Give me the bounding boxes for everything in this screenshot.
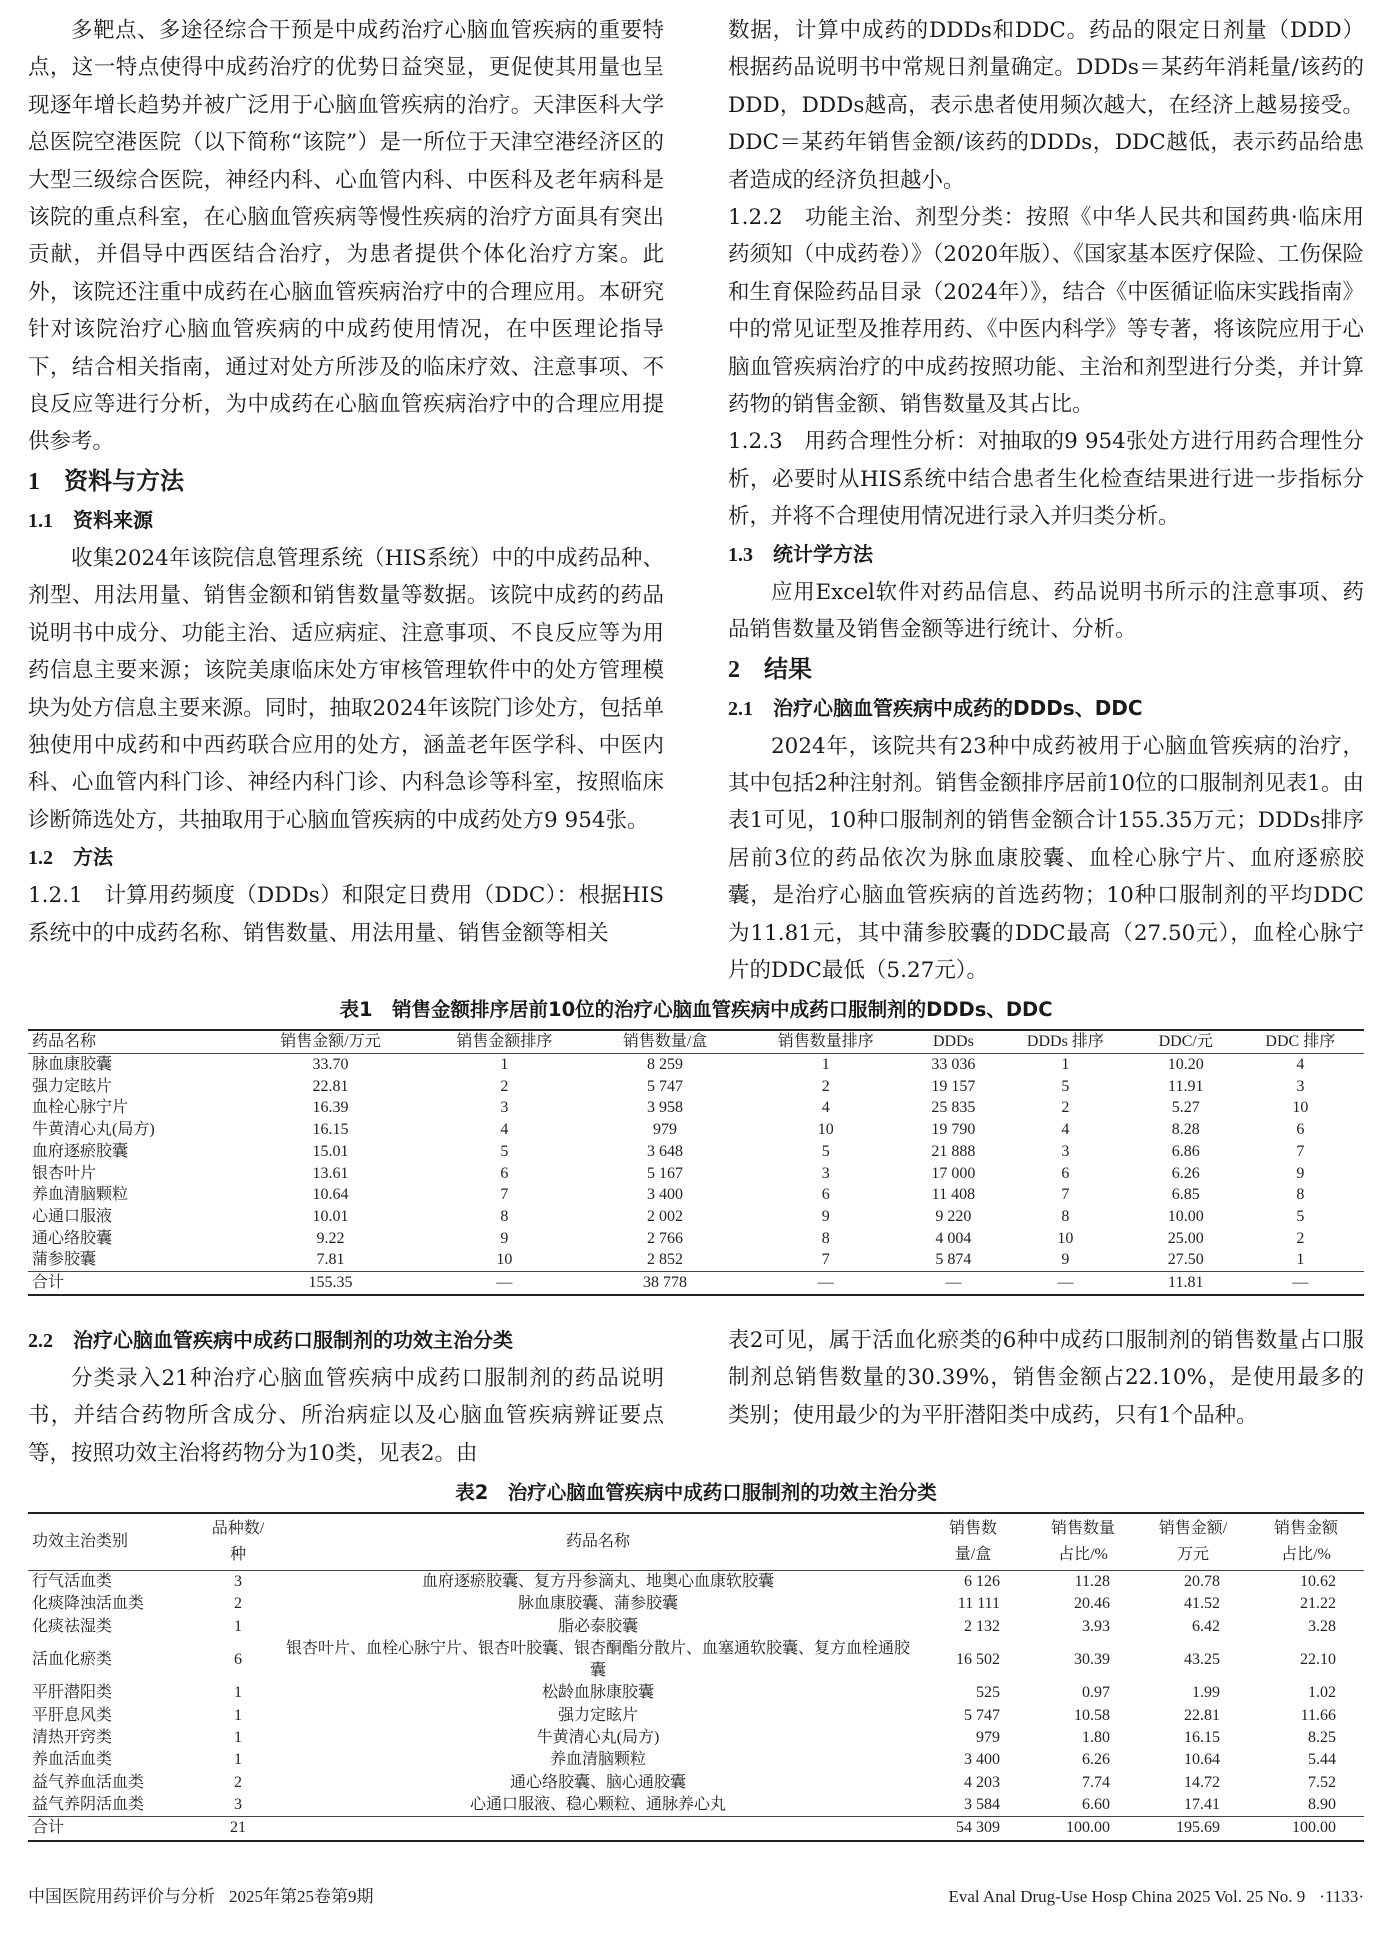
section-number: 2.1 <box>728 697 753 720</box>
table1-cell: 10 <box>496 1251 513 1269</box>
table1-cell: 10 <box>817 1121 834 1139</box>
table2-cell: 3.93 <box>1082 1617 1110 1635</box>
table2-cell: 2 132 <box>964 1617 1000 1635</box>
table1-cell: 16.39 <box>312 1099 349 1117</box>
table1-title: 销售金额排序居前10位的治疗心脑血管疾病中成药口服制剂的DDDs、DDC <box>392 998 1053 1022</box>
section-title: 治疗心脑血管疾病中成药的DDDs、DDC <box>773 695 1143 720</box>
section-1-2-2-text <box>728 199 1364 423</box>
section-number: 2.2 <box>28 1329 53 1352</box>
table1-header-row <box>28 1030 1364 1053</box>
table2-cell: 6 <box>234 1651 242 1669</box>
table2-cell: 16 502 <box>956 1651 1000 1669</box>
table-row <box>28 1616 1364 1638</box>
table1-header-cell: 销售金额/万元 <box>242 1030 419 1053</box>
table2-header-cell <box>1138 1513 1248 1571</box>
table2-header-cell <box>1028 1513 1138 1571</box>
table2-cell: 20.78 <box>1184 1573 1220 1590</box>
table1-cell: 4 <box>821 1099 830 1117</box>
table2-cell: 41.52 <box>1184 1595 1220 1613</box>
table1-cell: 养血清脑颗粒 <box>32 1186 129 1204</box>
table-row <box>28 1141 1364 1163</box>
table1-cell: 8 <box>821 1229 830 1247</box>
table2-cell: 1 <box>234 1617 242 1635</box>
table1-cell: 3 400 <box>647 1186 684 1204</box>
table1-cell: 21 888 <box>931 1142 976 1160</box>
table-row <box>28 1097 1364 1119</box>
table1-cell: 银杏叶片 <box>32 1164 97 1182</box>
table1-cell: 3 958 <box>647 1099 684 1117</box>
table1 <box>28 1029 1364 1295</box>
footer-left <box>28 1882 374 1907</box>
table2-cell: 1.02 <box>1308 1684 1336 1702</box>
table2-cell: 2 <box>234 1595 242 1613</box>
section-title: 资料来源 <box>73 507 153 532</box>
section-title: 方法 <box>73 845 113 870</box>
table1-cell: 7 <box>1296 1142 1305 1160</box>
table1-cell: 27.50 <box>1167 1251 1204 1269</box>
table2-cell: 11.28 <box>1074 1573 1110 1590</box>
table1-cell: 33 036 <box>931 1056 976 1074</box>
table1-cell: 8 <box>1296 1186 1305 1204</box>
table1-total-cell: 合计 <box>28 1272 242 1295</box>
table2-total-cell: 21 <box>198 1817 278 1841</box>
table1-cell: 2 852 <box>647 1251 684 1269</box>
table-row <box>28 1772 1364 1794</box>
table1-cell: 6 <box>1296 1121 1305 1139</box>
table2-total-cell: 合计 <box>28 1817 198 1841</box>
table2-cell: 3 <box>234 1795 242 1813</box>
table1-cell: 17 000 <box>931 1164 976 1182</box>
table-row <box>28 1682 1364 1704</box>
table2-cell: 5 747 <box>964 1706 1000 1724</box>
header-line: 销售金额/ <box>1158 1520 1228 1537</box>
section-2-2-right <box>728 1322 1364 1434</box>
table2-cell: 10.64 <box>1184 1751 1220 1769</box>
table1-cell: 10.20 <box>1167 1056 1204 1074</box>
table1-cell: 10.01 <box>312 1207 349 1225</box>
table-row <box>28 1206 1364 1228</box>
subsection-number: 1.2.3 <box>728 429 783 455</box>
table1-cell: 5.27 <box>1171 1099 1200 1117</box>
table2-cell: 3 <box>234 1573 242 1590</box>
table1-cell: 6 <box>821 1186 830 1204</box>
subsection-text: 用药合理性分析：对抽取的9 954张处方进行用药合理性分析，必要时从HIS系统中结合患者生化检查结果进行进一步指标分析，并将不合理使用情况进行录入并归类分析。 <box>728 429 1364 530</box>
table1-cell: 5 747 <box>647 1077 684 1095</box>
table2-cell: 益气养阴活血类 <box>32 1795 145 1813</box>
table1-cell: 10.64 <box>312 1186 349 1204</box>
table2-total-cell: 54 309 <box>918 1817 1028 1841</box>
section-1-2-3-text <box>728 423 1364 535</box>
table2-cell: 11 111 <box>957 1595 1000 1613</box>
table1-cell: 4 <box>1061 1121 1070 1139</box>
table2-cell: 心通口服液、稳心颗粒、通脉养心丸 <box>469 1795 726 1813</box>
section-2-2-text-left: 分类录入21种治疗心脑血管疾病中成药口服制剂的药品说明书，并结合药物所含成分、所治病症以及心脑血管疾病辨证要点等，按照功效主治将药物分为10类，见表2。由 <box>28 1365 664 1466</box>
table-row <box>28 1228 1364 1250</box>
table1-total-cell: — <box>741 1272 911 1295</box>
table2-cell: 10.62 <box>1300 1573 1336 1590</box>
table1-cell: 血栓心脉宁片 <box>32 1099 129 1117</box>
table2-cell: 强力定眩片 <box>557 1706 638 1724</box>
table1-header-cell: 销售数量排序 <box>741 1030 911 1053</box>
right-column <box>728 12 1364 989</box>
intro-paragraph: 多靶点、多途径综合干预是中成药治疗心脑血管疾病的重要特点，这一特点使得中成药治疗的优势日益突显，更促使其用量也呈现逐年增长趋势并被广泛用于心脑血管疾病的治疗。天津医科大学总医院空港医院（以下简称“该院”）是一所位于天津空港经济区的大型三级综合医院，神经内科、心血管内科、中医科及老年病科是该院的重点科室，在心脑血管疾病等慢性疾病的治疗方面具有突出贡献，并倡导中西医结合治疗，为患者提供个体化治疗方案。此外，该院还注重中成药在心脑血管疾病治疗中的合理应用。本研究针对该院治疗心脑血管疾病的中成药使用情况，在中医理论指导下，结合相关指南，通过对处方所涉及的临床疗效、注意事项、不良反应等进行分析，为中成药在心脑血管疾病治疗中的合理应用提供参考。 <box>28 18 664 455</box>
table2-cell: 平肝息风类 <box>32 1706 113 1724</box>
table2-cell: 7.52 <box>1308 1773 1336 1791</box>
table1-cell: 10 <box>1057 1229 1074 1247</box>
table1-cell: 13.61 <box>312 1164 349 1182</box>
table-row <box>28 1638 1364 1683</box>
table1-cell: 血府逐瘀胶囊 <box>32 1142 129 1160</box>
table1-cell: 5 874 <box>935 1251 972 1269</box>
section-2-1-text: 2024年，该院共有23种中成药被用于心脑血管疾病的治疗，其中包括2种注射剂。销售金额排序居前10位的口服制剂见表1。由表1可见，10种口服制剂的销售金额合计155.35万元；DDDs排序居前3位的药品依次为脉血康胶囊、血栓心脉宁片、血府逐瘀胶囊，是治疗心脑血管疾病的首选药物；10种口服制剂的平均DDC为11.81元，其中蒲参胶囊的DDC最高（27.50元），血栓心脉宁片的DDC最低（5.27元）。 <box>728 733 1364 983</box>
table2-cell: 行气活血类 <box>32 1573 113 1590</box>
table2-cell: 1 <box>234 1706 242 1724</box>
table1-total-cell: — <box>996 1272 1135 1295</box>
table2-caption <box>28 1478 1364 1508</box>
table1-cell: 22.81 <box>312 1077 349 1095</box>
table1-cell: 4 004 <box>935 1229 972 1247</box>
table2-cell: 3 584 <box>964 1795 1000 1813</box>
table2-label: 表2 <box>455 1481 489 1504</box>
table1-cell: 强力定眩片 <box>32 1077 113 1095</box>
table1-header-cell: 药品名称 <box>28 1030 242 1053</box>
table2-cell: 10.58 <box>1074 1706 1110 1724</box>
table2-cell: 30.39 <box>1074 1651 1110 1669</box>
table1-cell: 25 835 <box>931 1099 976 1117</box>
table2-cell: 8.25 <box>1308 1729 1336 1747</box>
table-row <box>28 1076 1364 1098</box>
header-line: 品种数/ <box>211 1520 265 1537</box>
table2-total-cell: 100.00 <box>1248 1817 1364 1841</box>
table1-cell: 9 220 <box>935 1207 972 1225</box>
table2-cell: 6.60 <box>1082 1795 1110 1813</box>
table1-cell: 15.01 <box>312 1142 349 1160</box>
continued-text: 数据，计算中成药的DDDs和DDC。药品的限定日剂量（DDD）根据药品说明书中常规日剂量确定。DDDs＝某药年消耗量/该药的DDD，DDDs越高，表示患者使用频次越大，在经济上越易接受。DDC＝某药年销售金额/该药的DDDs，DDC越低，表示药品给患者造成的经济负担越小。 <box>728 18 1364 193</box>
section-number: 1.1 <box>28 509 53 532</box>
footer <box>28 1882 1364 1907</box>
journal-name-cn: 中国医院用药评价与分析 <box>28 1886 215 1906</box>
table2-cell: 脉血康胶囊、蒲参胶囊 <box>517 1595 678 1613</box>
section-1-3-heading <box>728 536 1364 574</box>
table1-header-cell: DDDs <box>911 1030 996 1053</box>
section-2-2-left <box>28 1322 664 1472</box>
header-line: 功效主治类别 <box>32 1533 129 1550</box>
table2-header-cell <box>278 1513 918 1571</box>
table2-total-cell: 195.69 <box>1138 1817 1248 1841</box>
table1-cell: 9 <box>1296 1164 1305 1182</box>
table2-cell: 血府逐瘀胶囊、复方丹参滴丸、地奥心血康软胶囊 <box>421 1573 774 1590</box>
table1-cell: 9 <box>821 1207 830 1225</box>
header-line: 药品名称 <box>565 1533 630 1550</box>
table1-cell: 9.22 <box>316 1229 345 1247</box>
table1-body <box>28 1054 1364 1295</box>
table1-cell: 7 <box>821 1251 830 1269</box>
table2-cell: 7.74 <box>1082 1773 1110 1791</box>
table2-cell: 43.25 <box>1184 1651 1220 1669</box>
table1-total-cell: — <box>1237 1272 1364 1295</box>
table2-cell: 银杏叶片、血栓心脉宁片、银杏叶胶囊、银杏酮酯分散片、血塞通软胶囊、复方血栓通胶囊 <box>285 1639 910 1680</box>
table2-cell: 通心络胶囊、脑心通胶囊 <box>509 1773 686 1791</box>
table-row <box>28 1749 1364 1771</box>
table1-cell: 25.00 <box>1167 1229 1204 1247</box>
table2-header-cell <box>1248 1513 1364 1571</box>
section-number: 1.2 <box>28 847 53 870</box>
table2-header-cell <box>28 1513 198 1571</box>
table1-cell: 脉血康胶囊 <box>32 1056 113 1074</box>
table2-header-row <box>28 1513 1364 1571</box>
table1-cell: 2 002 <box>647 1207 684 1225</box>
table2-cell: 牛黄清心丸(局方) <box>536 1729 660 1747</box>
table1-cell: 5 <box>500 1142 509 1160</box>
table2-body <box>28 1571 1364 1841</box>
table1-cell: 8 <box>1061 1207 1070 1225</box>
table1-cell: 通心络胶囊 <box>32 1229 113 1247</box>
table1-header-cell: 销售金额排序 <box>419 1030 589 1053</box>
table2-cell: 清热开窍类 <box>32 1729 113 1747</box>
table2-cell: 平肝潜阳类 <box>32 1684 113 1702</box>
table1-cell: 8 259 <box>647 1056 684 1074</box>
section-number: 1 <box>28 468 40 495</box>
table1-cell: 7 <box>500 1186 509 1204</box>
table1-header-cell: DDC/元 <box>1135 1030 1237 1053</box>
table1-total-cell: 155.35 <box>242 1272 419 1295</box>
table1-cell: 4 <box>1296 1056 1305 1074</box>
header-line: 占比/% <box>1058 1546 1108 1563</box>
table1-cell: 5 167 <box>647 1164 684 1182</box>
table2-cell: 养血活血类 <box>32 1751 113 1769</box>
table1-cell: 5 <box>1061 1077 1070 1095</box>
table2-cell: 20.46 <box>1074 1595 1110 1613</box>
table1-cell: 5 <box>1296 1207 1305 1225</box>
table1-cell: 11 408 <box>931 1186 976 1204</box>
table2-cell: 化痰降浊活血类 <box>32 1595 145 1613</box>
table-row <box>28 1249 1364 1271</box>
header-line: 销售数 <box>948 1520 997 1537</box>
table2-cell: 11.66 <box>1300 1706 1336 1724</box>
table2-cell: 5.44 <box>1308 1751 1336 1769</box>
table1-cell: 2 <box>1061 1099 1070 1117</box>
table1-cell: 19 790 <box>931 1121 976 1139</box>
table2-cell: 21.22 <box>1300 1595 1336 1613</box>
table2-cell: 22.10 <box>1300 1651 1336 1669</box>
section-1-1-heading <box>28 502 664 540</box>
section-title: 结果 <box>764 654 812 683</box>
table1-cell: 19 157 <box>931 1077 976 1095</box>
table1-cell: 10.00 <box>1167 1207 1204 1225</box>
table2-cell: 松龄血脉康胶囊 <box>541 1684 654 1702</box>
table2-total-row <box>28 1817 1364 1841</box>
table1-cell: 5 <box>821 1142 830 1160</box>
section-2-2-columns <box>28 1322 1364 1472</box>
table1-total-row <box>28 1272 1364 1295</box>
table1-header-cell: DDC 排序 <box>1237 1030 1364 1053</box>
table2-cell: 4 203 <box>964 1773 1000 1791</box>
table1-cell: 8.28 <box>1171 1121 1200 1139</box>
table1-cell: 3 <box>1061 1142 1070 1160</box>
table1-cell: 3 648 <box>647 1142 684 1160</box>
table2-total-cell: 100.00 <box>1028 1817 1138 1841</box>
table2-cell: 14.72 <box>1184 1773 1220 1791</box>
table2-cell: 8.90 <box>1308 1795 1336 1813</box>
table1-cell: 979 <box>653 1121 678 1139</box>
table1-cell: 蒲参胶囊 <box>32 1251 97 1269</box>
section-1-3-text: 应用Excel软件对药品信息、药品说明书所示的注意事项、药品销售数量及销售金额等进行统计、分析。 <box>728 579 1364 643</box>
table1-cell: 1 <box>1296 1251 1305 1269</box>
table1-cell: 1 <box>1061 1056 1070 1074</box>
table1-total-cell: 11.81 <box>1135 1272 1237 1295</box>
table1-cell: 3 <box>821 1164 830 1182</box>
table-row <box>28 1794 1364 1817</box>
table2-cell: 525 <box>976 1684 1000 1702</box>
section-title: 统计学方法 <box>773 541 873 566</box>
table1-cell: 4 <box>500 1121 509 1139</box>
table2-cell: 1 <box>234 1729 242 1747</box>
table2-cell: 养血清脑颗粒 <box>549 1751 646 1769</box>
section-title: 资料与方法 <box>64 466 184 495</box>
table1-cell: 11.91 <box>1168 1077 1204 1095</box>
table2 <box>28 1512 1364 1842</box>
table2-title: 治疗心脑血管疾病中成药口服制剂的功效主治分类 <box>507 1481 937 1504</box>
table2-cell: 979 <box>976 1729 1000 1747</box>
table1-cell: 9 <box>500 1229 509 1247</box>
section-number: 2 <box>728 656 740 683</box>
table2-cell: 1 <box>234 1751 242 1769</box>
top-columns <box>28 12 1364 989</box>
issue-info-cn: 2025年第25卷第9期 <box>229 1886 374 1906</box>
table2-cell: 1.80 <box>1082 1729 1110 1747</box>
journal-name-en: Eval Anal Drug-Use Hosp China 2025 Vol. 25 No. 9 <box>948 1886 1306 1906</box>
table-row <box>28 1119 1364 1141</box>
table1-cell: 7.81 <box>316 1251 345 1269</box>
table1-cell: 2 <box>821 1077 830 1095</box>
table1-cell: 3 <box>1296 1077 1305 1095</box>
table2-cell: 3.28 <box>1308 1617 1336 1635</box>
table2-cell: 1 <box>234 1684 242 1702</box>
subsection-text: 功能主治、剂型分类：按照《中华人民共和国药典·临床用药须知（中成药卷）》（2020年版）、《国家基本医疗保险、工伤保险和生育保险药品目录（2024年）》，结合《中医循证临床实践指南》中的常见证型及推荐用药、《中医内科学》等专著，将该院应用于心脑血管疾病治疗的中成药按照功能、主治和剂型进行分类，并计算药物的销售金额、销售数量及其占比。 <box>728 205 1364 418</box>
table-row <box>28 1705 1364 1727</box>
table2-cell: 化痰祛湿类 <box>32 1617 113 1635</box>
section-1-1-text: 收集2024年该院信息管理系统（HIS系统）中的中成药品种、剂型、用法用量、销售金额和销售数量等数据。该院中成药的药品说明书中成分、功能主治、适应病症、注意事项、不良反应等为用药信息主要来源；该院美康临床处方审核管理软件中的处方管理模块为处方信息主要来源。同时，抽取2024年该院门诊处方，包括单独使用中成药和中西药联合应用的处方，涵盖老年医学科、中医内科、心血管内科门诊、神经内科门诊、内科急诊等科室，按照临床诊断筛选处方，共抽取用于心脑血管疾病的中成药处方9 954张。 <box>28 545 664 833</box>
table1-cell: 7 <box>1061 1186 1070 1204</box>
table1-cell: 6 <box>500 1164 509 1182</box>
table1-cell: 6.26 <box>1171 1164 1200 1182</box>
page-number: ·1133· <box>1319 1886 1364 1906</box>
table-row <box>28 1054 1364 1076</box>
table1-cell: 2 <box>1296 1229 1305 1247</box>
header-line: 销售数量 <box>1050 1520 1115 1537</box>
table2-total-cell <box>278 1817 918 1841</box>
section-1-2-1-text <box>28 877 664 952</box>
subsection-number: 1.2.2 <box>728 205 783 231</box>
section-2-2-heading <box>28 1322 664 1360</box>
table1-cell: 33.70 <box>312 1056 349 1074</box>
table2-cell: 17.41 <box>1184 1795 1220 1813</box>
left-column <box>28 12 664 952</box>
table2-header-cell <box>198 1513 278 1571</box>
table1-caption <box>28 995 1364 1025</box>
table2-cell: 16.15 <box>1184 1729 1220 1747</box>
table2-cell: 益气养血活血类 <box>32 1773 145 1791</box>
table-row <box>28 1184 1364 1206</box>
table1-total-cell: — <box>911 1272 996 1295</box>
table1-cell: 9 <box>1061 1251 1070 1269</box>
table1-total-cell: — <box>419 1272 589 1295</box>
table2-header-cell <box>918 1513 1028 1571</box>
table1-cell: 10 <box>1292 1099 1309 1117</box>
table1-cell: 6.85 <box>1171 1186 1200 1204</box>
section-number: 1.3 <box>728 543 753 566</box>
table-row <box>28 1593 1364 1615</box>
table2-cell: 0.97 <box>1082 1684 1110 1702</box>
table1-label: 表1 <box>339 998 373 1022</box>
section-2-heading <box>728 649 1364 690</box>
table1-cell: 心通口服液 <box>32 1207 113 1225</box>
header-line: 种 <box>229 1546 246 1563</box>
table1-cell: 6.86 <box>1171 1142 1200 1160</box>
table1-cell: 16.15 <box>312 1121 349 1139</box>
table2-cell: 3 400 <box>964 1751 1000 1769</box>
table-row <box>28 1727 1364 1749</box>
footer-right <box>948 1887 1364 1907</box>
table2-cell: 22.81 <box>1184 1706 1220 1724</box>
table2-cell: 2 <box>234 1773 242 1791</box>
table1-cell: 牛黄清心丸(局方) <box>32 1121 155 1139</box>
table2-cell: 6.26 <box>1082 1751 1110 1769</box>
table1-header-cell: 销售数量/盒 <box>589 1030 740 1053</box>
table2-cell: 活血化瘀类 <box>32 1651 113 1669</box>
table1-cell: 2 <box>500 1077 509 1095</box>
table2-cell: 6.42 <box>1192 1617 1220 1635</box>
table1-cell: 2 766 <box>647 1229 684 1247</box>
header-line: 销售金额 <box>1273 1520 1338 1537</box>
table2-cell: 6 126 <box>964 1573 1000 1590</box>
table1-cell: 3 <box>500 1099 509 1117</box>
section-title: 治疗心脑血管疾病中成药口服制剂的功效主治分类 <box>73 1327 513 1352</box>
section-2-2-text-right: 表2可见，属于活血化瘀类的6种中成药口服制剂的销售数量占口服制剂总销售数量的30.39%，销售金额占22.10%，是使用最多的类别；使用最少的为平肝潜阳类中成药，只有1个品种。 <box>728 1327 1364 1428</box>
table2-cell: 脂必泰胶囊 <box>557 1617 638 1635</box>
header-line: 万元 <box>1176 1546 1209 1563</box>
table1-cell: 6 <box>1061 1164 1070 1182</box>
table1-total-cell: 38 778 <box>589 1272 740 1295</box>
table1-cell: 8 <box>500 1207 509 1225</box>
table1-cell: 1 <box>500 1056 509 1074</box>
header-line: 量/盒 <box>954 1546 992 1563</box>
table-row <box>28 1571 1364 1594</box>
table-row <box>28 1163 1364 1185</box>
section-1-2-heading <box>28 839 664 877</box>
section-2-1-heading <box>728 690 1364 728</box>
header-line: 占比/% <box>1281 1546 1331 1563</box>
subsection-text: 计算用药频度（DDDs）和限定日费用（DDC）：根据HIS系统中的中成药名称、销售数量、用法用量、销售金额等相关 <box>28 883 664 946</box>
section-1-heading <box>28 461 664 502</box>
table1-header-cell: DDDs 排序 <box>996 1030 1135 1053</box>
table2-cell: 1.99 <box>1192 1684 1220 1702</box>
table1-cell: 1 <box>821 1056 830 1074</box>
subsection-number: 1.2.1 <box>28 883 83 909</box>
